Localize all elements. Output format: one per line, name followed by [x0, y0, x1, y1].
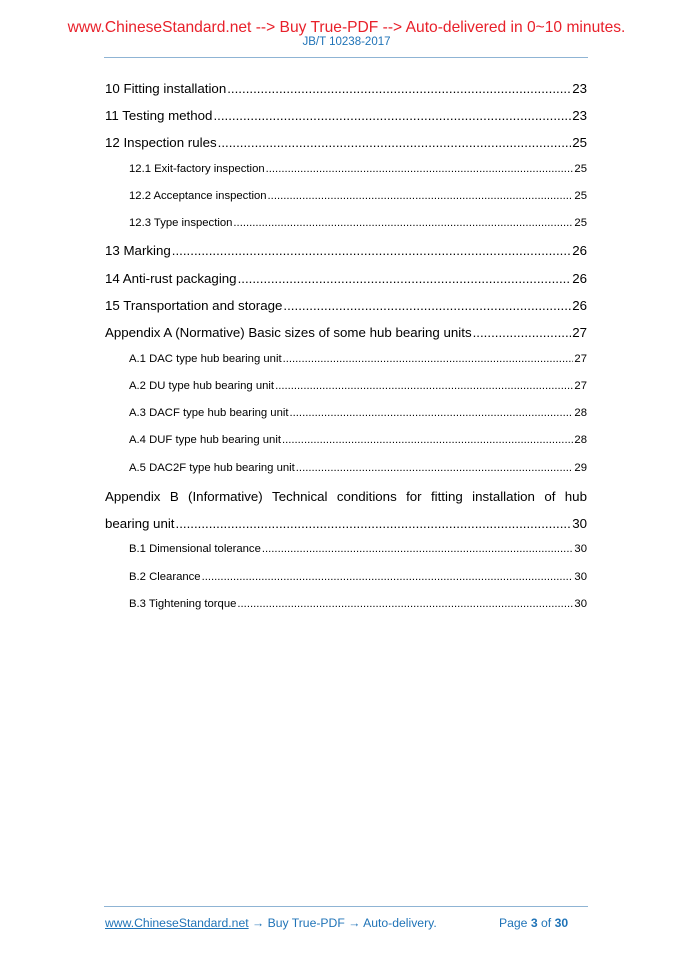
dot-leader — [266, 163, 574, 175]
toc-entry-14-anti-rust-packaging[interactable] — [105, 271, 587, 286]
footer-promo — [105, 916, 437, 930]
dot-leader — [262, 543, 574, 555]
dot-leader — [268, 190, 574, 202]
toc-entry-title: 13 Marking — [105, 243, 171, 258]
toc-entry-page: 23 — [572, 81, 587, 96]
toc-entry-12-3-type-inspection[interactable] — [129, 217, 587, 229]
toc-entry-title: 14 Anti-rust packaging — [105, 271, 237, 286]
toc-entry-a-4-duf[interactable] — [129, 434, 587, 446]
dot-leader — [290, 407, 574, 419]
toc-entry-page: 25 — [574, 217, 587, 229]
toc-entry-title: A.2 DU type hub bearing unit — [129, 380, 275, 392]
toc-entry-page: 27 — [574, 380, 587, 392]
toc-entry-title: 10 Fitting installation — [105, 81, 227, 96]
toc-entry-title: A.5 DAC2F type hub bearing unit — [129, 462, 295, 474]
toc-entry-13-marking[interactable] — [105, 243, 587, 258]
dot-leader — [176, 516, 572, 531]
toc-entry-page: 30 — [574, 543, 587, 555]
dot-leader — [473, 325, 572, 340]
toc-entry-appendix-b-line1[interactable] — [105, 489, 587, 504]
toc-entry-12-inspection-rules[interactable] — [105, 135, 587, 150]
toc-entry-page: 29 — [574, 462, 587, 474]
footer-divider — [104, 906, 588, 907]
toc-entry-b-1-dimensional-tolerance[interactable] — [129, 543, 587, 555]
toc-entry-title: 15 Transportation and storage — [105, 298, 283, 313]
toc-entry-page: 30 — [572, 516, 587, 531]
toc-entry-10-fitting-installation[interactable] — [105, 81, 587, 96]
toc-entry-page: 26 — [572, 298, 587, 313]
dot-leader — [282, 434, 573, 446]
toc-entry-appendix-a[interactable] — [105, 325, 587, 340]
dot-leader — [237, 598, 573, 610]
dot-leader — [172, 243, 571, 258]
toc-entry-page: 23 — [572, 108, 587, 123]
dot-leader — [238, 271, 572, 286]
toc-entry-a-3-dacf[interactable] — [129, 407, 587, 419]
toc-entry-page: 26 — [572, 271, 587, 286]
toc-entry-title: B.2 Clearance — [129, 571, 201, 583]
footer-delivery-text: Auto-delivery. — [363, 916, 437, 930]
current-page-number: 3 — [530, 916, 538, 930]
toc-entry-appendix-b-line2[interactable] — [105, 516, 587, 531]
total-page-number: 30 — [554, 916, 569, 930]
toc-word: Appendix — [105, 489, 161, 504]
toc-word: of — [544, 489, 556, 504]
toc-entry-page: 25 — [574, 163, 587, 175]
dot-leader — [283, 298, 571, 313]
toc-entry-page: 25 — [572, 135, 587, 150]
dot-leader — [218, 135, 572, 150]
toc-word: installation — [472, 489, 535, 504]
dot-leader — [213, 108, 571, 123]
toc-entry-a-2-du[interactable] — [129, 380, 587, 392]
toc-entry-12-1-exit-factory-inspection[interactable] — [129, 163, 587, 175]
toc-entry-title: B.3 Tightening torque — [129, 598, 237, 610]
toc-entry-b-2-clearance[interactable] — [129, 571, 587, 583]
toc-entry-title: bearing unit — [105, 516, 175, 531]
toc-entry-page: 27 — [574, 353, 587, 365]
toc-word: hub — [564, 489, 587, 504]
toc-entry-page: 30 — [574, 598, 587, 610]
of-word: of — [541, 916, 552, 930]
footer-buy-text: Buy True-PDF — [267, 916, 345, 930]
toc-entry-title: A.1 DAC type hub bearing unit — [129, 353, 282, 365]
toc-entry-a-1-dac[interactable] — [129, 353, 587, 365]
toc-word: for — [406, 489, 422, 504]
document-code: JB/T 10238-2017 — [302, 36, 391, 48]
page-indicator — [499, 916, 568, 930]
dot-leader — [233, 217, 573, 229]
toc-entry-title: 12 Inspection rules — [105, 135, 217, 150]
toc-entry-a-5-dac2f[interactable] — [129, 462, 587, 474]
toc-entry-12-2-acceptance-inspection[interactable] — [129, 190, 587, 202]
dot-leader — [283, 353, 574, 365]
toc-entry-title: B.1 Dimensional tolerance — [129, 543, 261, 555]
toc-entry-title: Appendix A (Normative) Basic sizes of some hub bearing units — [105, 325, 472, 340]
arrow-icon: → — [248, 916, 268, 930]
toc-entry-11-testing-method[interactable] — [105, 108, 587, 123]
toc-word: conditions — [336, 489, 397, 504]
toc-word: (Informative) — [188, 489, 263, 504]
toc-entry-page: 27 — [572, 325, 587, 340]
toc-entry-title: A.4 DUF type hub bearing unit — [129, 434, 281, 446]
dot-leader — [227, 81, 571, 96]
toc-entry-title: A.3 DACF type hub bearing unit — [129, 407, 289, 419]
top-banner[interactable]: www.ChineseStandard.net --> Buy True-PDF --> Auto-delivered in 0~10 minutes. — [67, 19, 626, 36]
dot-leader — [296, 462, 574, 474]
toc-entry-title: 12.1 Exit-factory inspection — [129, 163, 265, 175]
toc-entry-page: 25 — [574, 190, 587, 202]
toc-entry-title: 12.3 Type inspection — [129, 217, 233, 229]
toc-word: Technical — [272, 489, 328, 504]
dot-leader — [202, 571, 574, 583]
toc-entry-title: 12.2 Acceptance inspection — [129, 190, 267, 202]
toc-entry-page: 26 — [572, 243, 587, 258]
toc-entry-page: 30 — [574, 571, 587, 583]
toc-entry-b-3-tightening-torque[interactable] — [129, 598, 587, 610]
footer-site-link[interactable]: www.ChineseStandard.net — [105, 916, 249, 930]
toc-entry-15-transportation-and-storage[interactable] — [105, 298, 587, 313]
header-divider — [104, 57, 588, 58]
toc-word: B — [169, 489, 179, 504]
toc-entry-page: 28 — [574, 407, 587, 419]
toc-word: fitting — [430, 489, 463, 504]
toc-entry-page: 28 — [574, 434, 587, 446]
dot-leader — [275, 380, 573, 392]
page-word: Page — [499, 916, 528, 930]
toc-entry-title: 11 Testing method — [105, 108, 213, 123]
arrow-icon: → — [344, 916, 364, 930]
